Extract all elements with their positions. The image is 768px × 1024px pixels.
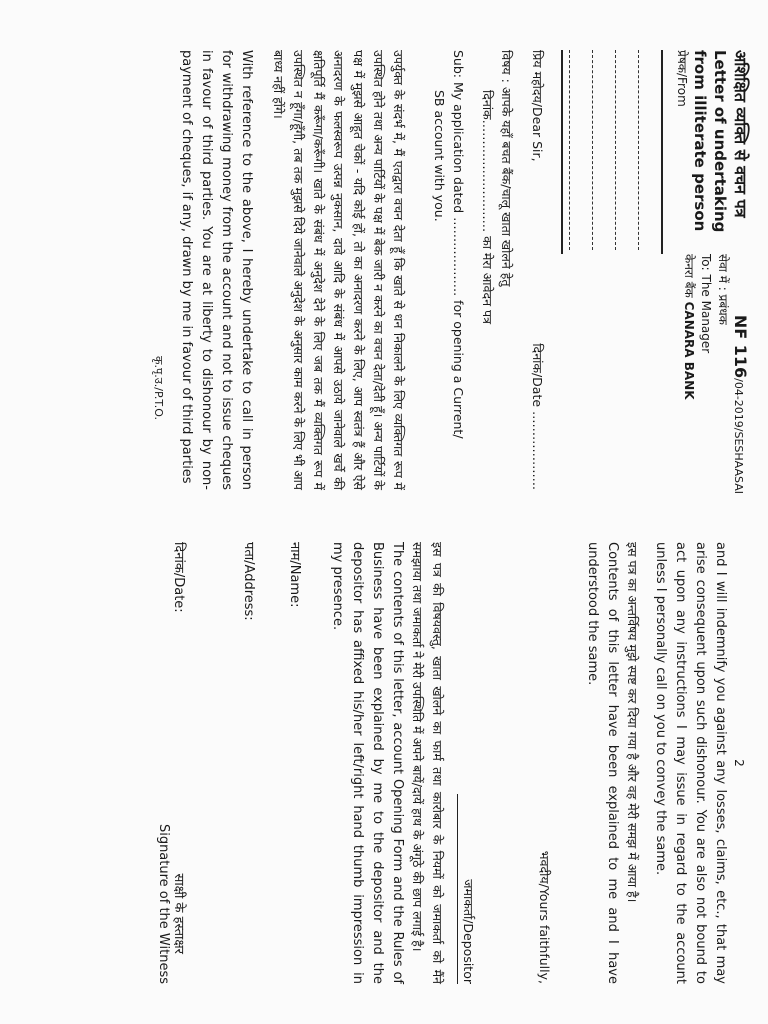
understood-hindi: इस पत्र का अन्तर्विषय मुझे स्पष्ट कर दिया गया है और वह मेरी समझ में आया है। [625,542,640,903]
address-line [592,50,609,250]
address-line [569,50,586,250]
subject-english-line1: Sub: My application dated ………………. for opening a Current/ [451,50,466,439]
from-label: प्रेषक/From [675,50,689,107]
title-english: Letter of undertaking from illiterate person [691,50,729,233]
body-english-continued: and I will indemnify you against any losses, claims, etc., that may arise consequent upon such dishonour. You are also not bound to act upon any instructions I may issue in regard to the account unless I personally call on you to convey the same. [653,542,728,984]
form-number: NF 116/04-2019/SESHAASAI [731,314,750,494]
form-code: /04-2019/SESHAASAI [732,378,745,494]
depositor-signature-line: जमाकर्ता/Depositor [457,794,477,984]
date-field: दिनांक/Date ………………. [530,343,545,490]
page-two [0,512,768,1024]
to-english: To: The Manager [699,254,713,354]
date-label: दिनांक/Date: [171,542,186,613]
witness-signature-english: Signature of the Witness [156,823,171,984]
bank-name: केनरा बैंक CANARA BANK [682,254,696,400]
letter-header [561,50,750,254]
address-label: पता/Address: [241,542,256,621]
title-hindi: अशिक्षित व्यक्ति से वचन पत्र [731,50,750,218]
page-number: 2 [732,759,746,767]
address-line [638,50,655,250]
form-header [561,254,750,494]
witness-signature [156,824,189,984]
pto-note: कृ.पृ.उ./P.T.O. [152,356,165,420]
witness-signature-hindi: साक्षी के हस्ताक्षर [171,873,186,954]
subject-block [430,50,516,490]
yours-faithfully: भवदीय/Yours faithfully, [537,850,552,984]
subject-english-line2: SB account with you. [432,90,447,222]
subject-hindi-line2: दिनांक……………………… का मेरा आवेदन पत्र [480,90,495,325]
understood-english: Contents of this letter have been explained to me and I have understood the same. [585,542,620,984]
body-hindi: उपर्युक्त के संदर्भ में, मैं एतद्वारा वचन देता हूँ कि खाते से धन निकालने के लिए व्यक्तिगत रूप में उपस्थित होने तथा अन्य पार्टियों के पक्ष में बेक जारी न करने का वचन देता/देती हूँ। अन्य पार्टियों के पक्ष में मुझसे आहूत चेकों - यदि कोई हों, तो का अनादरण करने के लिए, आप स्वतंत्र हैं और ऐसे अनादरण के फलस्वरूप उत्पन्न नुकसान, दावे आदि के संबंध में आपसे उठाये जानेवाले खर्चे की क्षतिपूर्ति मैं करूँगा/करूँगी। खाते के संबंध में अनुदेश देने के लिए जब तक मैं व्यक्तिगत रूप में उपस्थित न हूँगा/हूँगी, तब तक मुझसे दिये जानेवाले अनुदेश के अनुसार काम करने के लिए भी आप बाध्य नहीं होंगे। [271,50,406,490]
witness-statement-hindi: इस पत्र की विषयवस्तु, खाता खोलने का फार्म तथा कारोबार के नियमों को जमाकर्ता को मैंने समझाया तथा जमाकर्ता ने मेरी उपस्थिति में अपने बायें/दायें हाथ के अंगूठे की छाप लगाई है। [410,542,445,984]
subject-hindi-line1: विषय : आपके यहाँ बचत बैंक/चालू खाता खोलने हेतु [499,50,514,287]
name-label: नाम/Name: [287,542,302,608]
address-line [615,50,632,250]
sender-address-block [561,50,663,254]
witness-statement-english: The contents of this letter, account Opening Form and the Rules of Business have been explained by me to the depositor and the depositor has affixed his/her left/right hand thumb impression in my presence. [330,542,405,984]
salutation: प्रिय महोदय/Dear Sir, [530,50,545,162]
body-english: With reference to the above, I hereby undertake to call in person for withdrawing money from the account and not to issue cheques in favour of third parties. You are at liberty to dishonour by non-payment of cheques, if any, drawn by me in favour of third parties [179,50,254,490]
addressee-block [680,254,731,494]
to-hindi: सेवा में : प्रबंधक [716,254,730,325]
